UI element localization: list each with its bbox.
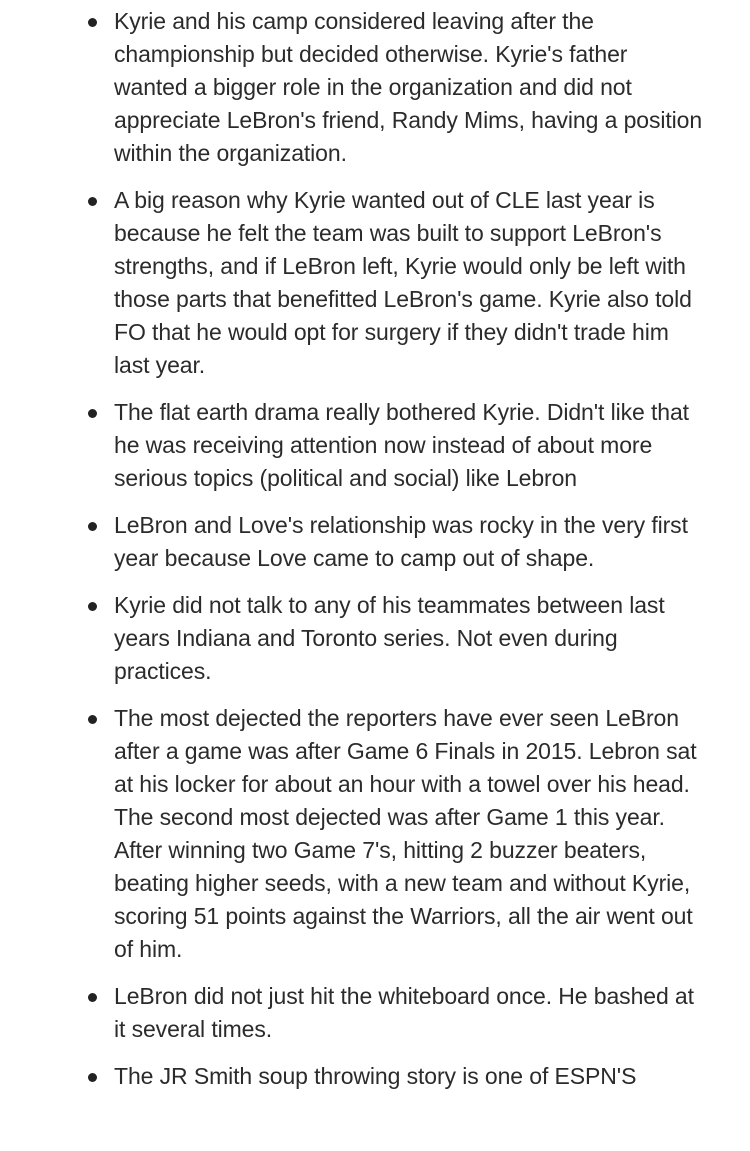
- bullet-text: The flat earth drama really bothered Kyrie. Didn't like that he was receiving attention now instead of about more serious topics (political and social) like Lebron: [114, 399, 689, 491]
- list-item: [88, 1060, 710, 1093]
- bullet-text: LeBron and Love's relationship was rocky in the very first year because Love came to camp out of shape.: [114, 512, 688, 571]
- list-item: [88, 396, 710, 495]
- bullet-icon: [88, 18, 97, 27]
- bullet-text: The most dejected the reporters have ever seen LeBron after a game was after Game 6 Finals in 2015. Lebron sat at his locker for about an hour with a towel over his head. The second most dejected was after Game 1 this year. After winning two Game 7's, hitting 2 buzzer beaters, beating higher seeds, with a new team and without Kyrie, scoring 51 points against the Warriors, all the air went out of him.: [114, 705, 697, 962]
- bullet-icon: [88, 715, 97, 724]
- bullet-icon: [88, 522, 97, 531]
- list-item: [88, 5, 710, 170]
- list-item: [88, 589, 710, 688]
- bullet-icon: [88, 1073, 97, 1082]
- list-item: [88, 184, 710, 382]
- bullet-icon: [88, 993, 97, 1002]
- list-item: [88, 702, 710, 966]
- bullet-icon: [88, 409, 97, 418]
- list-item: [88, 509, 710, 575]
- bullet-text: Kyrie and his camp considered leaving after the championship but decided otherwise. Kyrie's father wanted a bigger role in the organization and did not appreciate LeBron's friend, Randy Mims, having a position within the organization.: [114, 8, 703, 166]
- bullet-text: The JR Smith soup throwing story is one of ESPN'S: [114, 1063, 637, 1089]
- bullet-icon: [88, 197, 97, 206]
- bullet-text: Kyrie did not talk to any of his teammates between last years Indiana and Toronto series. Not even during practices.: [114, 592, 665, 684]
- list-item: [88, 980, 710, 1046]
- bullet-icon: [88, 602, 97, 611]
- bullet-text: A big reason why Kyrie wanted out of CLE last year is because he felt the team was built to support LeBron's strengths, and if LeBron left, Kyrie would only be left with those parts that benefitted LeBron's game. Kyrie also told FO that he would opt for surgery if they didn't trade him last year.: [114, 187, 692, 378]
- bullet-text: LeBron did not just hit the whiteboard once. He bashed at it several times.: [114, 983, 694, 1042]
